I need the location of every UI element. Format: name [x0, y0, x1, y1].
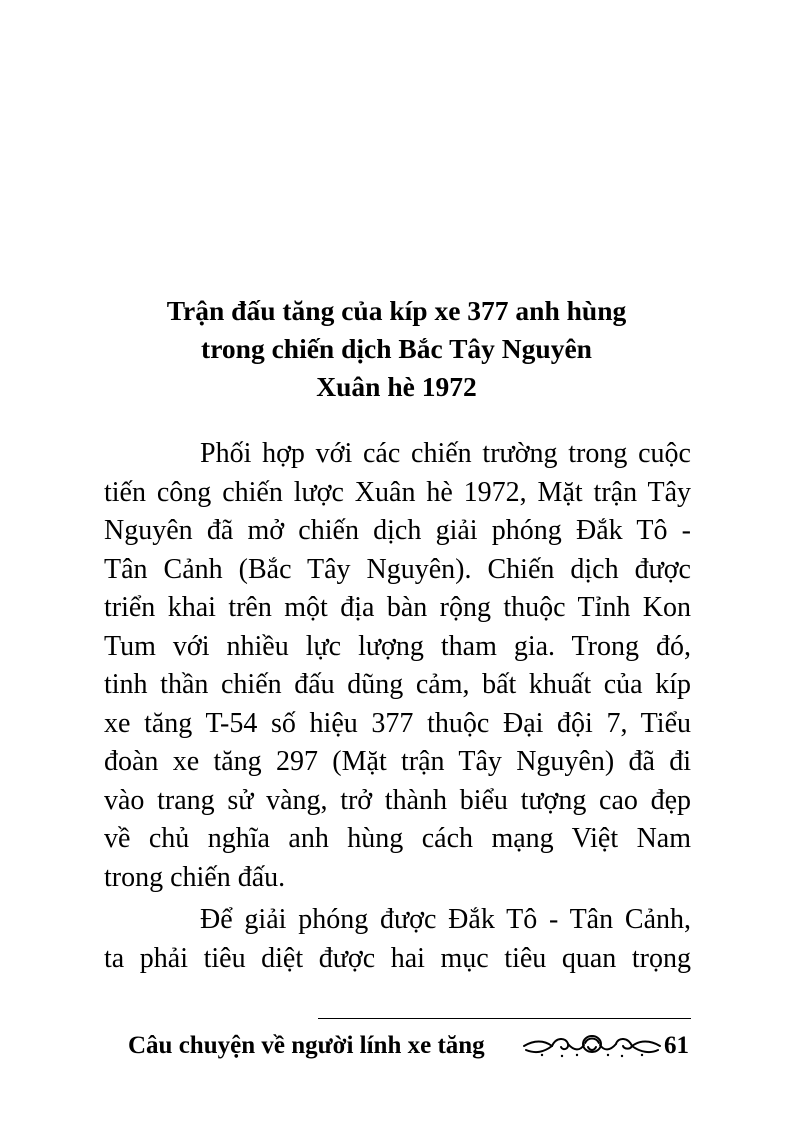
paragraph-1-line: tiến công chiến lược Xuân hè 1972, Mặt trận Tây	[104, 476, 691, 508]
paragraph-1-line: tinh thần chiến đấu dũng cảm, bất khuất của kíp	[104, 669, 691, 700]
title-line-2: trong chiến dịch Bắc Tây Nguyên	[201, 333, 592, 364]
chapter-title	[100, 292, 693, 406]
paragraph-1-line: triển khai trên một địa bàn rộng thuộc Tỉnh Kon	[104, 592, 691, 623]
paragraph-2-line: ta phải tiêu diệt được hai mục tiêu quan trọng	[104, 942, 691, 974]
paragraph-1-line: về chủ nghĩa anh hùng cách mạng Việt Nam	[104, 823, 691, 854]
paragraph-1-line: Phối hợp với các chiến trường trong cuộc	[200, 438, 691, 469]
paragraph-1-line: đoàn xe tăng 297 (Mặt trận Tây Nguyên) đã đi	[104, 746, 691, 777]
paragraph-1-line: Tum với nhiều lực lượng tham gia. Trong đó,	[104, 630, 691, 662]
running-footer	[128, 1027, 696, 1067]
paragraph-1-line: Nguyên đã mở chiến dịch giải phóng Đắk Tô -	[104, 515, 691, 546]
paragraph-1-line: vào trang sử vàng, trở thành biểu tượng cao đẹp	[104, 784, 691, 816]
paragraph-2-line: Để giải phóng được Đắk Tô - Tân Cảnh,	[200, 904, 691, 935]
paragraph-1-line: xe tăng T-54 số hiệu 377 thuộc Đại đội 7, Tiểu	[104, 707, 691, 739]
paragraph-1-line: Tân Cảnh (Bắc Tây Nguyên). Chiến dịch được	[104, 553, 691, 585]
title-line-1: Trận đấu tăng của kíp xe 377 anh hùng	[166, 295, 627, 326]
paragraph-1-line: trong chiến đấu.	[104, 861, 286, 893]
title-line-3: Xuân hè 1972	[316, 371, 477, 402]
body-text	[104, 435, 691, 978]
page-number: 61	[664, 1032, 689, 1059]
book-title: Câu chuyện về người lính xe tăng	[128, 1032, 485, 1059]
decorative-scroll-icon	[522, 1031, 662, 1061]
footer-divider	[318, 1018, 691, 1019]
